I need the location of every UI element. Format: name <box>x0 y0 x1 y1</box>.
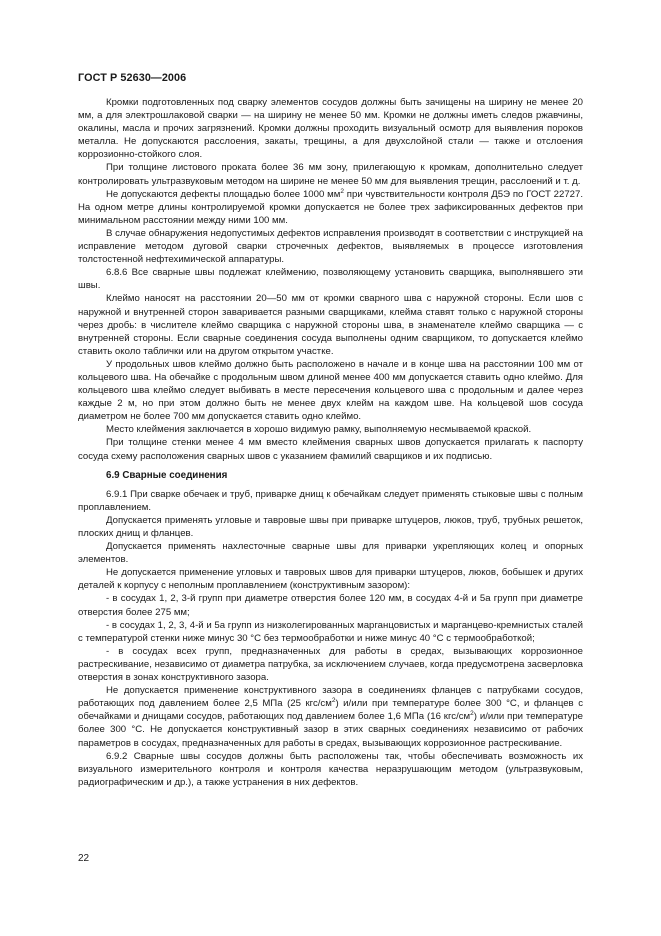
paragraph-longitudinal-seams: У продольных швов клеймо должно быть расположено в начале и в конце шва на расстоянии 100 мм от кольцевого шва. На обечайке с продольным швом длиной менее 400 мм допускается ставить одно клеймо. Для кольцевого шва клеймо следует выбивать в месте пересечения кольцевого шва с продольным и далее через каждые 2 м, но при этом должно быть не менее двух клейм на каждом шве. На кольцевой шов сосуда диаметром не более 700 мм допускается ставить одно клеймо. <box>78 358 583 423</box>
paragraph-6-9-1: 6.9.1 При сварке обечаек и труб, приварке днищ к обечайкам следует применять стыковые швы с полным проплавлением. <box>78 488 583 513</box>
superscript: 2 <box>340 187 344 195</box>
paragraph-corner-tee-welds: Допускается применять угловые и тавровые швы при приварке штуцеров, люков, труб, трубных решеток, плоских днищ и фланцев. <box>78 514 583 539</box>
superscript: 2 <box>470 710 474 718</box>
paragraph-ultrasonic-control: При толщине листового проката более 36 мм зону, прилегающую к кромкам, дополнительно следует контролировать ультразвуковым методом на ширине не менее 50 мм для выявления трещин, расслоений и т. д. <box>78 162 583 187</box>
paragraph-defect-area-part1: Не допускаются дефекты площадью более 1000 мм <box>106 188 341 200</box>
paragraph-defect-area-part2: при чувствительности контроля Д5Э по ГОСТ 22727. На одном метре длины контролируемой кромки допускается не более трех зафиксированных дефектов при минимальном расстоянии между ними 100 мм. <box>78 188 583 226</box>
paragraph-thin-wall: При толщине стенки менее 4 мм вместо клеймения сварных швов допускается прилагать к паспорту сосуда схему расположения сварных швов с указанием фамилий сварщиков и их подписью. <box>78 437 583 462</box>
paragraph-6-9-2: 6.9.2 Сварные швы сосудов должны быть расположены так, чтобы обеспечивать возможность их визуального измерительного контроля и контроля качества неразрушающим методом (ультразвуковым, радиографическим и др.), а также устранения в них дефектов. <box>78 750 583 788</box>
paragraph-flange-gap-part2: ) и/или при температуре более 300 °С, и фланцев с обечайками и днищами сосудов, работающих под давлением более 1,6 МПа (16 кгс/см <box>78 698 583 723</box>
paragraph-incomplete-penetration: Не допускается применение угловых и тавровых швов для приварки штуцеров, люков, бобышек и других деталей к корпусу с неполным проплавлением (конструктивным зазором): <box>78 567 583 592</box>
paragraph-stamp-distance: Клеймо наносят на расстоянии 20—50 мм от кромки сварного шва с наружной стороны. Если шов с наружной и внутренней сторон заваривается разными сварщиками, клейма ставят только с наружной стороны через дробь: в числителе клеймо сварщика с наружной стороны шва, в знаменателе клеймо сварщика — с внутренней стороны. Если сварные соединения сосуда выполнены одним сварщиком, то допускается клеймо ставить около таблички или на другом открытом участке. <box>78 293 583 357</box>
document-body <box>78 96 583 789</box>
paragraph-flange-gap-part1: Не допускается применение конструктивного зазора в соединениях фланцев с патрубками сосудов, работающих под давлением более 2,5 МПа (25 кгс/см <box>78 685 583 710</box>
paragraph-flange-gap <box>78 684 583 749</box>
paragraph-lap-welds: Допускается применять нахлесточные сварные швы для приварки укрепляющих колец и опорных элементов. <box>78 541 583 566</box>
list-item-low-alloy-steels: - в сосудах 1, 2, 3, 4-й и 5а групп из низколегированных марганцовистых и марганцево-кремнистых сталей с температурой стенки ниже минус 30 °С без термообработки и ниже минус 40 °С с термообработкой; <box>78 619 583 644</box>
section-heading-6-9: 6.9 Сварные соединения <box>106 469 228 481</box>
paragraph-edge-cleaning: Кромки подготовленных под сварку элементов сосудов должны быть зачищены на ширину не менее 20 мм, а для электрошлаковой сварки — на ширину не менее 50 мм. Кромки не должны иметь следов ржавчины, окалины, масла и прочих загрязнений. Кромки должны проходить визуальный осмотр для выявления пороков металла. Не допускаются расслоения, закаты, трещины, а для двухслойной стали — также и отслоения коррозионно-стойкого слоя. <box>78 97 583 161</box>
list-item-groups-1-3: - в сосудах 1, 2, 3-й групп при диаметре отверстия более 120 мм, в сосудах 4-й и 5а групп при диаметре отверстия более 275 мм; <box>78 593 583 618</box>
paragraph-flange-gap-part3: ) и/или при температуре более 300 °С. Не допускается конструктивный зазор в этих сварных соединениях независимо от рабочих параметров в сосудах, предназначенных для работы в средах, вызывающих коррозионное растрескивание. <box>78 711 583 749</box>
paragraph-6-8-6: 6.8.6 Все сварные швы подлежат клеймению, позволяющему установить сварщика, выполнявшего эти швы. <box>78 267 583 292</box>
page-number: 22 <box>78 853 90 864</box>
paragraph-defect-repair: В случае обнаружения недопустимых дефектов исправления производят в соответствии с инструкцией на исправление методом дуговой сварки строчечных дефектов, выявляемых в процессе изготовления толстостенной нефтехимической аппаратуры. <box>78 227 583 266</box>
paragraph-stamp-frame: Место клеймения заключается в хорошо видимую рамку, выполняемую несмываемой краской. <box>106 424 532 436</box>
paragraph-defect-area <box>78 188 583 227</box>
list-item-corrosion-cracking: - в сосудах всех групп, предназначенных для работы в средах, вызывающих коррозионное растрескивание, независимо от диаметра патрубка, за исключением случаев, когда предусмотрена засверловка отверстия в зонах конструктивного зазора. <box>78 645 583 684</box>
superscript: 2 <box>331 697 336 705</box>
document-header: ГОСТ Р 52630—2006 <box>78 72 187 84</box>
